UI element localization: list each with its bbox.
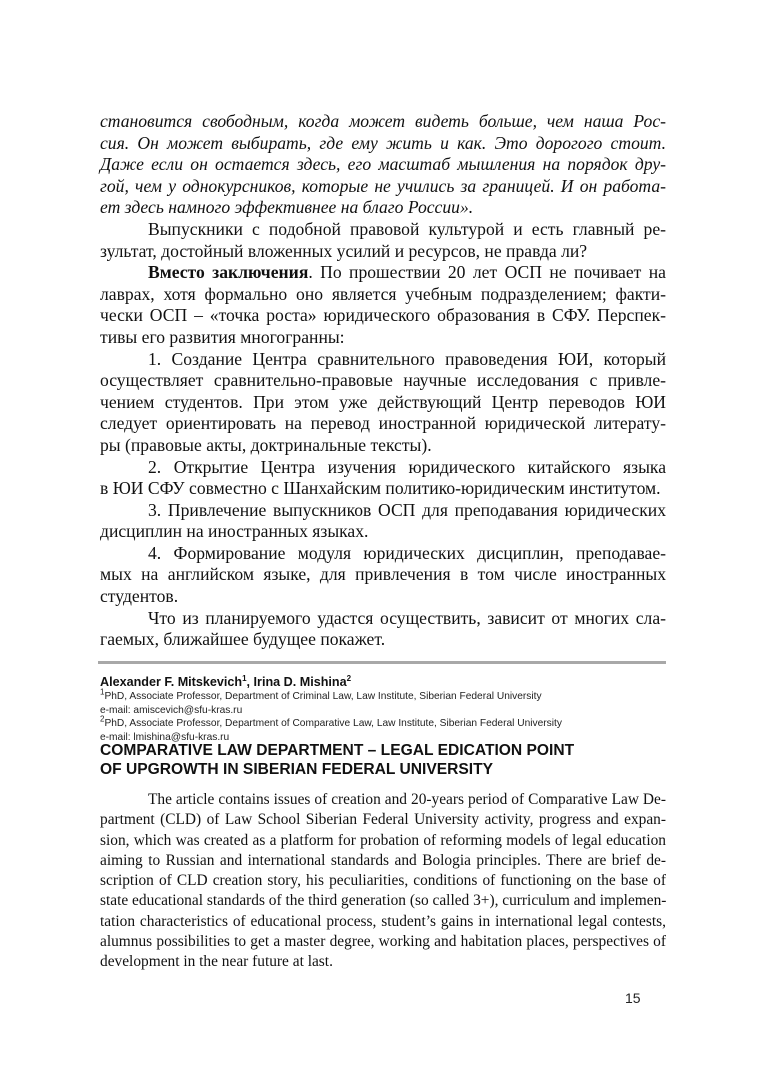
text-line: development in the near future at last.: [100, 953, 333, 971]
text-line: Что из планируемого удастся осуществить, зависит от многих сла-: [148, 607, 666, 628]
text-line: The article contains issues of creation and 20-years period of Comparative Law De-: [148, 791, 666, 808]
text-line: осуществляет сравнительно-правовые научные исследования с привле-: [100, 370, 666, 391]
text-line: partment (CLD) of Law School Siberian Federal University activity, progress and expan-: [100, 811, 666, 829]
quote-paragraph: [100, 111, 666, 219]
text-line: гой, чем у однокурсников, которые не учились за границей. И он работа-: [100, 175, 666, 196]
text-line: tation characteristics of educational process, student’s gains in international legal contests,: [100, 912, 666, 930]
russian-body-text: [100, 111, 666, 651]
text-line: чески ОСП – «точка роста» юридического образования в СФУ. Перспек-: [100, 305, 666, 326]
text-line: становится свободным, когда может видеть больше, чем наша Рос-: [100, 111, 666, 131]
author-block: [100, 675, 666, 744]
list-item-2: [100, 457, 666, 500]
affiliation-1: [100, 687, 666, 704]
author-separator: ,: [246, 675, 254, 689]
text-line: сия. Он может выбирать, где ему жить и как. Это дорогого стоит.: [100, 132, 666, 153]
list-item-4: [100, 543, 666, 608]
english-abstract: [100, 790, 666, 973]
text-line: [100, 262, 666, 284]
affiliation-2: [100, 714, 666, 731]
affiliation-1-marker: 1: [100, 687, 105, 697]
affiliation-2-text: PhD, Associate Professor, Department of Comparative Law, Law Institute, Siberian Federal University: [104, 718, 562, 730]
author-1-superscript: 1: [242, 673, 247, 683]
author-2-superscript: 2: [346, 673, 352, 683]
page-number: 15: [625, 990, 641, 1006]
english-article-title: [100, 742, 666, 779]
affiliation-1-text: PhD, Associate Professor, Department of Criminal Law, Law Institute, Siberian Federal University: [104, 691, 542, 702]
text-line: 3. Привлечение выпускников ОСП для преподавания юридических: [148, 499, 666, 520]
paragraph-conclusion: [100, 262, 666, 348]
paragraph-graduates: [100, 219, 666, 262]
text-line: 2. Открытие Центра изучения юридического китайского языка: [148, 456, 666, 477]
conclusion-heading: Вместо заключения: [148, 262, 309, 283]
text-line: state educational standards of the third generation (so called 3+), curriculum and implemen-: [100, 892, 667, 910]
text-line: Даже если он остается здесь, его масштаб мышления на порядок дру-: [100, 154, 666, 175]
text-line: sion, which was created as a platform for probation of reforming models of legal education: [100, 831, 666, 849]
text-line: 4. Формирование модуля юридических дисциплин, преподавае-: [148, 542, 666, 563]
text-line: гаемых, ближайшее будущее покажет.: [100, 629, 386, 650]
email-1: e-mail: amiscevich@sfu-kras.ru: [100, 704, 243, 716]
list-item-3: [100, 500, 666, 543]
text-line: Выпускники с подобной правовой культурой и есть главный ре-: [148, 218, 666, 239]
author-names: [100, 675, 666, 690]
author-1-name: Alexander F. Mitskevich: [100, 675, 243, 689]
text-line: следует ориентировать на перевод иностранной юридической литерату-: [100, 413, 666, 434]
text-line: зультат, достойный вложенных усилий и ресурсов, не правда ли?: [100, 240, 588, 261]
affiliation-2-marker: 2: [100, 714, 105, 724]
text-line: в ЮИ СФУ совместно с Шанхайским политико-юридическим институтом.: [100, 478, 661, 499]
text-line: тивы его развития многогранны:: [100, 326, 345, 347]
text-line: чением студентов. При этом уже действующий Центр переводов ЮИ: [100, 391, 666, 412]
text-line: ры (правовые акты, доктринальные тексты).: [100, 434, 432, 455]
text-line: scription of CLD creation story, his peculiarities, conditions of functioning on the base of: [100, 872, 666, 890]
email-2: e-mail: lmishina@sfu-kras.ru: [100, 731, 230, 743]
author-2-name: Irina D. Mishina: [253, 675, 347, 689]
text-line: лаврах, хотя формально оно является учебным подразделением; факти-: [100, 283, 666, 304]
title-line: COMPARATIVE LAW DEPARTMENT – LEGAL EDICATION POINT: [100, 742, 575, 759]
paragraph-final: [100, 608, 666, 651]
text-line: ет здесь намного эффективнее на благо России».: [100, 197, 474, 218]
text-line: 1. Создание Центра сравнительного правоведения ЮИ, который: [148, 348, 666, 369]
text-line: aiming to Russian and international standards and Bologia principles. There are brief de-: [100, 851, 666, 869]
text-fragment: . По прошествии 20 лет ОСП не почивает на: [308, 262, 666, 283]
text-line: alumnus possibilities to get a master degree, working and habitation places, perspectives of: [100, 933, 666, 951]
text-line: студентов.: [100, 586, 179, 607]
title-line: OF UPGROWTH IN SIBERIAN FEDERAL UNIVERSITY: [100, 760, 494, 778]
text-line: мых на английском языке, для привлечения в том числе иностранных: [100, 564, 666, 585]
section-divider: [98, 661, 666, 664]
list-item-1: [100, 349, 666, 457]
text-line: дисциплин на иностранных языках.: [100, 521, 369, 542]
